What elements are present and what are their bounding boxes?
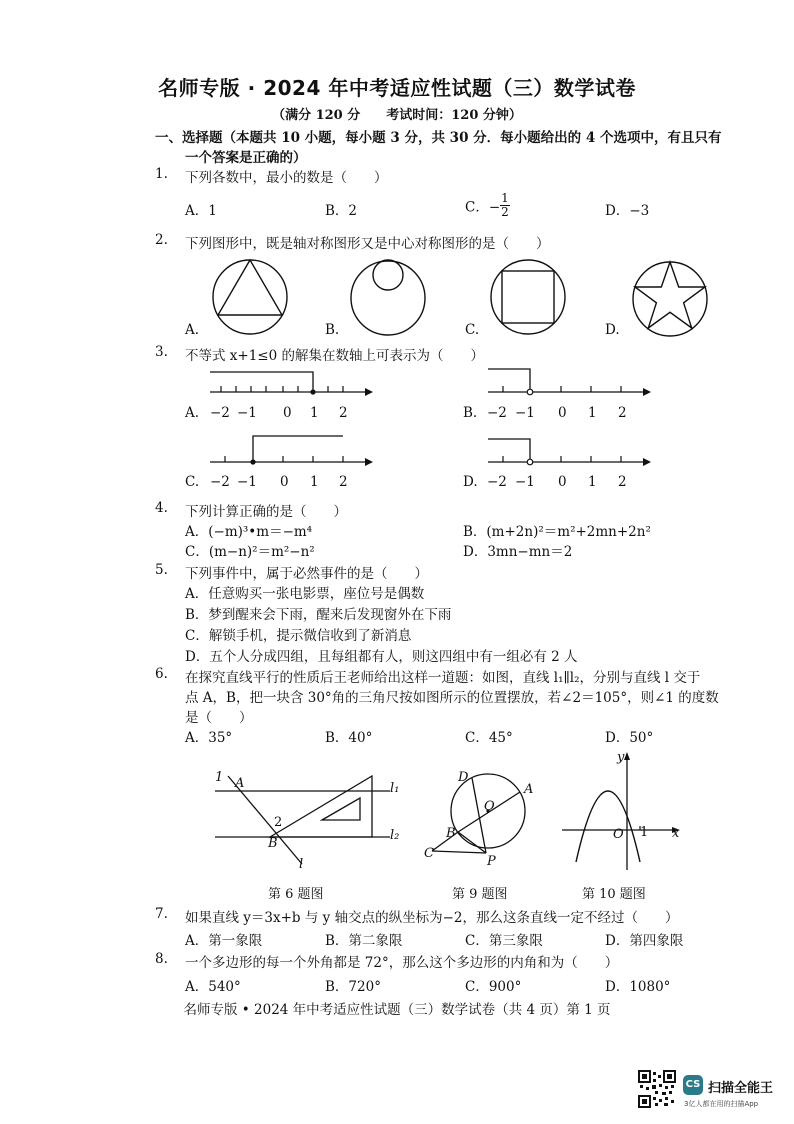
q8-option-a: A．540°	[185, 979, 241, 995]
q3-stem: 不等式 x+1≤0 的解集在数轴上可表示为（ ）	[185, 348, 484, 364]
section-heading: 一、选择题（本题共 10 小题，每小题 3 分，共 30 分．每小题给出的 4 个选项中，有且只有	[155, 130, 722, 146]
q2-figure-c	[483, 252, 573, 342]
q8-number: 8.	[155, 951, 168, 967]
fig6-label-1: 1	[215, 770, 224, 785]
q2-figure-d	[625, 254, 715, 344]
q1-stem: 下列各数中，最小的数是（ ）	[185, 170, 388, 186]
q3-number-line-d	[483, 432, 653, 472]
q5-option-a: A．任意购买一张电影票，座位号是偶数	[185, 586, 425, 602]
q6-number: 6.	[155, 666, 168, 682]
q3-tick-a-0: 0	[283, 405, 292, 421]
q5-option-d: D．五个人分成四组，且每组都有人，则这四组中有一组必有 2 人	[185, 649, 578, 665]
q3-tick-a-neg2: −2	[210, 405, 230, 421]
q7-option-a: A．第一象限	[185, 933, 263, 949]
q3-number-line-b	[483, 362, 653, 402]
fig6-label-l: l	[299, 857, 304, 872]
fig10-label-1: 1	[640, 825, 649, 840]
q2-option-a: A.	[185, 322, 200, 338]
q1-number: 1.	[155, 166, 168, 182]
q6-option-a: A．35°	[185, 730, 233, 746]
section-heading-cont: 一个答案是正确的）	[185, 150, 307, 166]
q7-number: 7.	[155, 906, 168, 922]
fig6-label-b: B	[268, 836, 278, 851]
q5-stem: 下列事件中，属于必然事件的是（ ）	[185, 566, 428, 582]
q5-option-c: C．解锁手机，提示微信收到了新消息	[185, 628, 412, 644]
exam-info: （满分 120 分 考试时间：120 分钟）	[272, 108, 522, 123]
q7-stem: 如果直线 y＝3x+b 与 y 轴交点的纵坐标为−2，那么这条直线一定不经过（ ）	[185, 910, 679, 926]
q1-fraction	[500, 192, 510, 219]
fig10-label-o: O	[613, 827, 624, 842]
q3-tick-c-neg1: −1	[237, 474, 257, 490]
fig9-label-p: P	[487, 854, 496, 869]
q2-stem: 下列图形中，既是轴对称图形又是中心对称图形的是（ ）	[185, 236, 550, 252]
fig6-caption: 第 6 题图	[268, 887, 324, 902]
q8-option-b: B．720°	[325, 979, 381, 995]
q4-option-a: A．(−m)³•m＝−m⁴	[185, 524, 313, 540]
fig6-label-a: A	[235, 776, 245, 791]
q3-number-line-c	[205, 432, 375, 472]
fig9-label-d: D	[458, 770, 469, 785]
fig9-caption: 第 9 题图	[452, 887, 508, 902]
q2-figure-b	[343, 250, 433, 345]
q1-fraction-denominator: 2	[501, 205, 509, 219]
q3-tick-b-1: 1	[588, 405, 597, 421]
q4-number: 4.	[155, 500, 168, 516]
q6-option-c: C．45°	[465, 730, 513, 746]
q3-tick-b-0: 0	[558, 405, 567, 421]
q8-stem: 一个多边形的每一个外角都是 72°，那么这个多边形的内角和为（ ）	[185, 955, 619, 971]
scanner-tagline: 3亿人都在用的扫描App	[684, 1100, 759, 1108]
q3-tick-d-1: 1	[588, 474, 597, 490]
page-title: 名师专版 · 2024 年中考适应性试题（三）数学试卷	[158, 76, 636, 100]
fig6-label-l1: l₁	[390, 781, 400, 796]
q1-option-b: B．2	[325, 203, 358, 219]
page-footer: 名师专版 • 2024 年中考适应性试题（三）数学试卷（共 4 页）第 1 页	[183, 1002, 611, 1018]
q4-stem: 下列计算正确的是（ ）	[185, 504, 347, 520]
q3-option-a: A.	[185, 405, 200, 421]
q3-number-line-a	[205, 362, 375, 402]
q6-stem-line1: 在探究直线平行的性质后王老师给出这样一道题：如图，直线 l₁∥l₂，分别与直线 l 交于	[185, 670, 701, 686]
fig10-label-y: y	[617, 750, 625, 765]
q3-tick-d-neg1: −1	[515, 474, 535, 490]
q4-option-d: D．3mn−mn＝2	[463, 544, 573, 560]
fig6-label-l2: l₂	[390, 828, 400, 843]
q6-option-d: D．50°	[605, 730, 654, 746]
q4-option-b: B．(m+2n)²＝m²+2mn+2n²	[463, 524, 651, 540]
scanner-logo: CS	[683, 1075, 703, 1095]
figure-9-circle	[420, 764, 540, 874]
q3-option-d: D.	[463, 474, 478, 490]
q7-option-b: B．第二象限	[325, 933, 403, 949]
fig10-caption: 第 10 题图	[582, 887, 646, 902]
fig10-label-x: x	[672, 826, 680, 841]
q6-stem-line2: 点 A，B，把一块含 30°角的三角尺按如图所示的位置摆放，若∠2＝105°，则∠1 的度数	[185, 690, 719, 706]
q2-option-b: B.	[325, 322, 340, 338]
q3-number: 3.	[155, 344, 168, 360]
q6-stem-line3: 是（ ）	[185, 710, 253, 726]
q1-option-c-prefix: C．−	[465, 199, 501, 216]
q5-option-b: B．梦到醒来会下雨，醒来后发现窗外在下雨	[185, 607, 452, 623]
q8-option-d: D．1080°	[605, 979, 671, 995]
q4-option-c: C．(m−n)²＝m²−n²	[185, 544, 315, 560]
q1-option-d: D．−3	[605, 203, 650, 219]
fig9-label-o: O	[484, 799, 495, 814]
q3-tick-a-2: 2	[339, 405, 348, 421]
q3-tick-c-2: 2	[339, 474, 348, 490]
q2-number: 2.	[155, 232, 168, 248]
q3-tick-a-1: 1	[310, 405, 319, 421]
q2-option-c: C.	[465, 322, 480, 338]
q7-option-c: C．第三象限	[465, 933, 543, 949]
q5-number: 5.	[155, 562, 168, 578]
q3-tick-c-0: 0	[280, 474, 289, 490]
q3-option-c: C.	[185, 474, 200, 490]
q1-option-a: A．1	[185, 203, 217, 219]
q3-tick-c-1: 1	[310, 474, 319, 490]
figure-10-parabola	[560, 750, 685, 875]
q3-tick-d-2: 2	[618, 474, 627, 490]
q6-option-b: B．40°	[325, 730, 373, 746]
q3-tick-a-neg1: −1	[237, 405, 257, 421]
q3-tick-b-neg1: −1	[515, 405, 535, 421]
q3-tick-d-neg2: −2	[487, 474, 507, 490]
q2-figure-a	[205, 252, 295, 342]
q1-option-c	[465, 192, 510, 219]
scanner-app-name: 扫描全能王	[708, 1081, 774, 1096]
q3-option-b: B.	[463, 405, 478, 421]
fig6-label-2: 2	[274, 815, 283, 830]
q8-option-c: C．900°	[465, 979, 522, 995]
q3-tick-b-2: 2	[618, 405, 627, 421]
fig9-label-b: B	[446, 826, 456, 841]
q3-tick-c-neg2: −2	[210, 474, 230, 490]
q2-option-d: D.	[605, 322, 620, 338]
q7-option-d: D．第四象限	[605, 933, 684, 949]
q1-fraction-numerator: 1	[501, 191, 509, 205]
q3-tick-d-0: 0	[558, 474, 567, 490]
q3-tick-b-neg2: −2	[487, 405, 507, 421]
fig9-label-c: C	[424, 846, 434, 861]
fig9-label-a: A	[524, 782, 534, 797]
qr-code-icon	[638, 1070, 676, 1108]
